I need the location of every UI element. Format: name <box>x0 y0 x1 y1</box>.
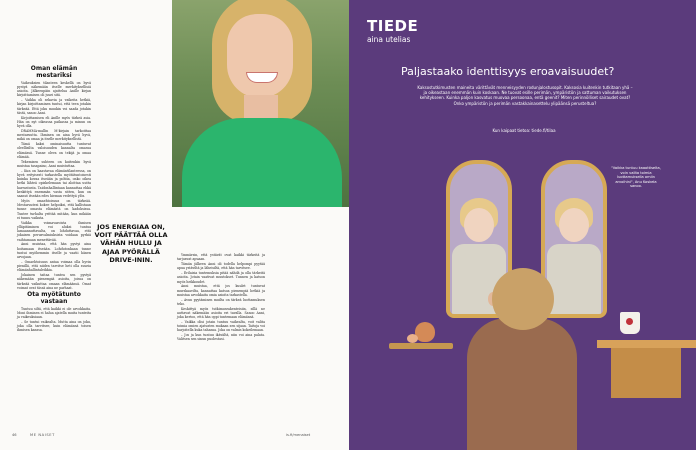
page-number: 46 <box>12 433 17 437</box>
paragraph: Keskittyä myös tutkimusrakenteisiin, sillä ne auttavat näkemään asioita eri tavalla. Sanoo Anni, joka kertoo, että hän oppi tuntemaan elämänsä. <box>177 306 265 319</box>
boy-head <box>492 268 554 330</box>
paragraph: – Kun on haastavaa elämäntilanteessa, on hyvä erityisesti tarkastella myötätuntoisesti kuinka kovaa itseään ja pohtia, onko oikea hetki lähteä opiskelemaan tai aloittaa uutta harrastusta. Taidonhallintaan kannattaa ehkä keskittyä enemmän vasta sitten, kun on saanut itseään edes hieman vedettyä ylös. <box>17 168 91 198</box>
paragraph: Tuntuu siltä, että kaikki ei ole arvokkaita. Moni ihminen ei halua ajatella muita tunteita ja vaikeuksiaan. <box>17 306 91 319</box>
paragraph: Tämän jälkeen Anni oli todella helpompi pyytää apua ystäviltä ja läheisiltä, että hän tarvitsee. <box>177 262 265 271</box>
garlic <box>407 334 418 343</box>
paragraph: Anni muistaa, että jos kuulet tuntuvat murskaavilta, kannattaa katsoa pienempiä hetkiä ja muistaa arvokkaita omia asioita tarkastella. <box>177 284 265 297</box>
paragraph: – Se tuntui vaikealta. Mutta aina on joku, joka olla tarvitsee, kuin elämänsä toisen ihmisen kanssa. <box>17 319 91 333</box>
brand-subtitle: aina utelias <box>367 35 411 44</box>
article-column-1 <box>17 64 91 333</box>
paragraph: – Jos ja kun tuntuu ikävältä, niin voi aina palata. Valitsen sen sinun puolestasi. <box>177 333 265 342</box>
paragraph: Vaikeuksien tilanteen keskellä on hyvä pystyä näkemään itselle merkityksellisiä asioita. Jälkeenpäin ajattelua Anille kirjan kirjoittamisen oli juuri sitä. <box>17 80 91 98</box>
boy-body <box>467 318 577 450</box>
paragraph: Anni muistaa, että hän pystyi aina hoitamaan itseään. Lohdutonkaan tunne tuntui myöhemmin itselle ja vaatii hänen arvojaan. <box>17 242 91 259</box>
table-top <box>597 340 696 348</box>
table-base <box>611 348 681 398</box>
brand-title: TIEDE <box>367 17 419 35</box>
brand-logo <box>367 18 418 44</box>
paragraph: – Vaikka oli sekavia ja vaikeita hetkiä, kirjan kirjoittaminen tuntui, että teen jotakin tärkeää. Että joku muukin voi saada jotakin tästä, sanoo Anni. <box>17 98 91 115</box>
subscribe-line: Kun kaipaat tietoa: tiede.fi/tilaa <box>492 128 556 133</box>
magazine-url: is.fi/menaiset <box>286 433 311 437</box>
portrait-face <box>227 14 293 98</box>
paragraph: Jokainen taitaa tuntea sen pystyä näkemään pienempiä asioita, joissa on tärkeää vaikuttaa omaan elämäänsä. Omat voimat ovat tässä aina ne parhaat. <box>17 273 91 290</box>
article-lead: Kaksostutkimusten maineita värittävät menneisyyden rodunjalostusopit. Kaksosia kuitenkin tutkitaan yhä – ja oikeastaan enemmän kuin koskaan. Ne tuovat esille perimän, ympäristön ja sattuman vaikutuksen kehitykseen. Kuinka paljon kasvatus muovaa persoonaa, entä geenit? Miten perinnölliset sairaudet ovat? Onko ympäristön ja perimän vastakkainasettelu ylipäänsä perusteltua? <box>417 85 633 106</box>
magazine-name: ME NAISET <box>30 433 55 437</box>
paragraph: Ymmärsin, että ystävät ovat kaikki tärkeitä ja tarjoavat apuaan. <box>177 253 265 262</box>
paragraph: – Avun pyytäminen muilta on tärkeä luottamuksen teko. <box>177 297 265 306</box>
article-headline: Paljastaako identtisyys eroavaisuudet? <box>401 65 615 78</box>
pull-quote: JOS ENERGIAA ON, VOIT PÄÄTTÄÄ OLLA VÄHÄN HULLU JA AJAA PYÖRÄLLÄ DRIVE-ININ. <box>94 223 168 264</box>
cup-decoration <box>626 318 633 325</box>
section-heading: Ota myötätunto vastaan <box>27 291 81 305</box>
reflection-face <box>559 208 589 242</box>
paragraph: – Erilaisia tuntemuksia pitää nähdä ja olla tärkeitä asioita. Jotain vaativat muutokset. Tunnen ja katson myös heikkoudet. <box>177 271 265 284</box>
paragraph: – Omaehtoisuus antaa voimaa olla hyvin pienillä, että niiden tarvitse heti olla suuria elämänhallintaleikkia. <box>17 259 91 273</box>
section-heading: Oman elämän mestariksi <box>30 65 78 79</box>
onion <box>415 322 435 342</box>
paragraph: Myös omaehtoisuus on tärkeää. Mestaruutesi kokee helpoiksi, että kallistaan tunne omasta elämästä on kadoksissa. Tuntee turhalta yrittää mitään, kun mikään ei tunnu vaikuta. <box>17 198 91 220</box>
right-page <box>349 0 696 450</box>
article-column-2 <box>177 253 265 342</box>
stand <box>389 343 453 349</box>
paragraph: Tekemisen suhteen on kuitenkin hyvä muistaa tasapaino, Anni muistuttaa. <box>17 159 91 168</box>
paragraph: Tämä kaksi ominaisuutta tuntuvat oleellisilta valoisuuden kannalta omassa elämässä. Tunne oleva on tekijä ja omaa elämää. <box>17 142 91 159</box>
reflection-shirt <box>547 244 601 314</box>
paragraph: Kirjoittamisen eli Anille myös tärkeä asia. Hän on nyt oikeassa paikassa ja minun on hyvä olla. <box>17 115 91 128</box>
paragraph: DRAMMA-mallin M-kirjain tarkoittaa mestaruutta. Ihminen on aina hyvä hyvä, mikä on omaa ja itselle merkityksellistä. <box>17 128 91 142</box>
paragraph: – Vaikka olisi jotain tuntuu vaikealta, voit valita toimia omien ajatusten mukaan sen sijaan. Taitoja voi harjoitella kuka tahansa. Joka on valmis kokeilemaan. <box>177 319 265 333</box>
photo-caption: "Vaikka tuntuu kaaottiselta, voin valita toimia luottamuksella omiin arvoihini", Anu Koskela sanoo. <box>611 166 661 189</box>
portrait-photo <box>172 0 349 207</box>
paragraph: Vaikka voimavaroista ihmisen ylläpitäminen voi aluksi tuntua lamaannuttavalta, on lohduttavaa, että jokaisen perusvalmiuksista voidaan pyrkiä vaihtamaan menettävää. <box>17 220 91 242</box>
portrait-shirt <box>182 118 342 207</box>
reflection-face <box>464 208 494 242</box>
